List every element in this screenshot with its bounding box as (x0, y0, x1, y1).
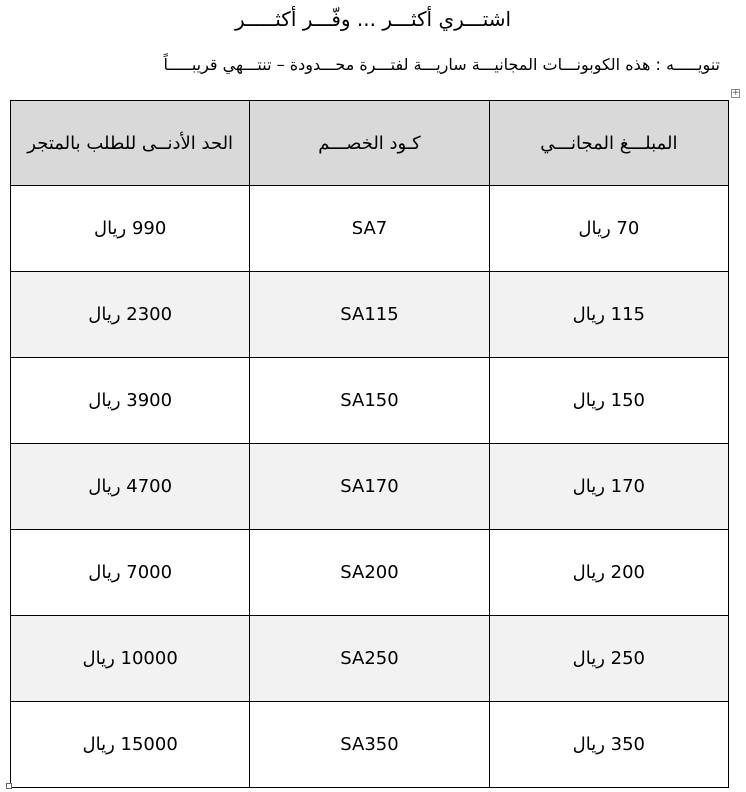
cell-free-amount: 350 ريال (489, 702, 728, 788)
cell-free-amount: 200 ريال (489, 530, 728, 616)
coupon-table (10, 100, 729, 788)
table-row (11, 702, 729, 788)
header-discount-code: كـود الخصـــم (250, 101, 489, 186)
header-free-amount: المبلـــغ المجانـــي (489, 101, 728, 186)
notice-text: تنويـــــه : هذه الكوبونـــات المجانيـــة ساريـــة لفتـــرة محـــدودة – تنتـــهي قريبـــــاً (163, 55, 720, 74)
cell-discount-code: SA200 (250, 530, 489, 616)
header-minimum-order: الحد الأدنــى للطلب بالمتجر (11, 101, 250, 186)
coupon-table-container (10, 100, 729, 783)
cell-free-amount: 170 ريال (489, 444, 728, 530)
cell-discount-code: SA7 (250, 186, 489, 272)
cell-discount-code: SA115 (250, 272, 489, 358)
table-row (11, 358, 729, 444)
cell-free-amount: 150 ريال (489, 358, 728, 444)
cell-minimum-order: 990 ريال (11, 186, 250, 272)
table-header-row (11, 101, 729, 186)
cell-free-amount: 250 ريال (489, 616, 728, 702)
cell-free-amount: 115 ريال (489, 272, 728, 358)
table-row (11, 444, 729, 530)
cell-discount-code: SA350 (250, 702, 489, 788)
cell-minimum-order: 3900 ريال (11, 358, 250, 444)
table-row (11, 530, 729, 616)
cell-discount-code: SA150 (250, 358, 489, 444)
page-title: اشتـــري أكثـــر ... وفّـــر أكثـــــر (234, 7, 512, 31)
cell-free-amount: 70 ريال (489, 186, 728, 272)
cell-minimum-order: 7000 ريال (11, 530, 250, 616)
table-resize-handle-icon[interactable] (6, 783, 12, 789)
table-row (11, 272, 729, 358)
cell-minimum-order: 2300 ريال (11, 272, 250, 358)
cell-discount-code: SA250 (250, 616, 489, 702)
cell-minimum-order: 10000 ريال (11, 616, 250, 702)
cell-discount-code: SA170 (250, 444, 489, 530)
cell-minimum-order: 15000 ريال (11, 702, 250, 788)
table-move-handle-icon[interactable]: + (732, 88, 740, 98)
cell-minimum-order: 4700 ريال (11, 444, 250, 530)
table-row (11, 616, 729, 702)
table-row (11, 186, 729, 272)
